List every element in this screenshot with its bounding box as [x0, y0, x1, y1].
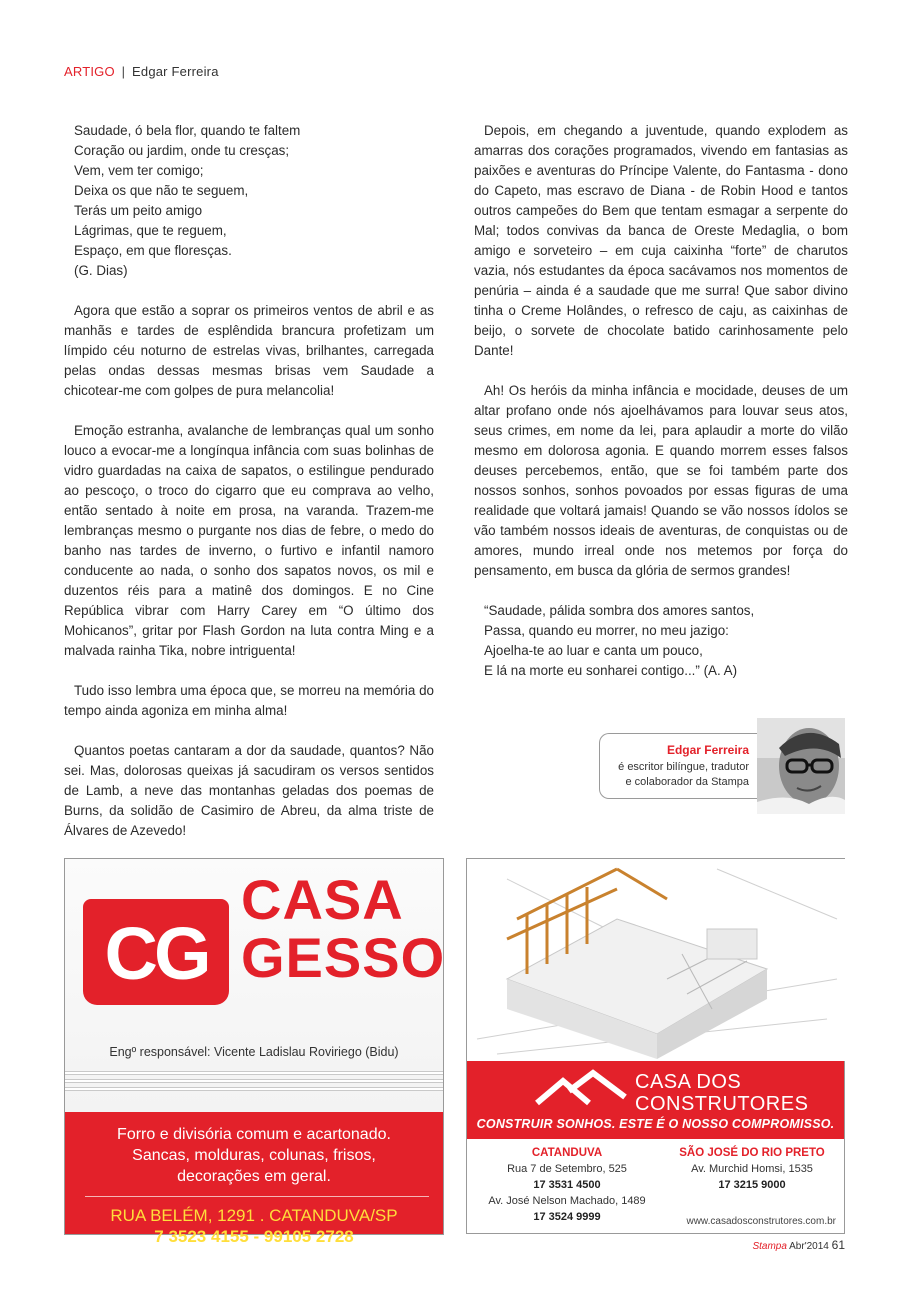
- poem-line: Terás um peito amigo: [74, 203, 203, 218]
- header-separator: |: [121, 64, 126, 79]
- author-photo: [757, 718, 845, 814]
- store-phone: 17 3215 9000: [718, 1179, 786, 1191]
- header-author: Edgar Ferreira: [132, 64, 219, 79]
- poem-line: Ajoelha-te ao luar e canta um pouco,: [484, 643, 703, 658]
- author-bio: [618, 760, 749, 790]
- store-address: Av. José Nelson Machado, 1489: [488, 1195, 646, 1207]
- molding-stripe: [65, 1079, 443, 1083]
- casa-gesso-logo-letters: CG: [104, 912, 208, 995]
- service-line: decorações em geral.: [177, 1168, 331, 1185]
- house-roof-logo-icon: [533, 1069, 629, 1109]
- casa-gesso-red-panel: [65, 1112, 443, 1246]
- poem-attribution: (G. Dias): [74, 263, 128, 278]
- molding-stripe: [65, 1087, 443, 1091]
- store-city: SÃO JOSÉ DO RIO PRETO: [679, 1147, 825, 1159]
- molding-stripe: [65, 1071, 443, 1075]
- casa-gesso-logo: [83, 899, 229, 1005]
- author-bio-line: é escritor bilíngue, tradutor: [618, 761, 749, 773]
- store-phone: 17 3524 9999: [533, 1211, 601, 1223]
- casa-gesso-title-line: GESSO: [241, 926, 446, 989]
- poem-line: Saudade, ó bela flor, quando te faltem: [74, 123, 301, 138]
- article-column-right: [474, 121, 848, 701]
- brand-line: CASA DOS: [635, 1071, 742, 1093]
- casa-gesso-title-line: CASA: [241, 868, 404, 931]
- poem-line: Coração ou jardim, onde tu cresças;: [74, 143, 290, 158]
- article-paragraph: Ah! Os heróis da minha infância e mocidade, deuses de um altar profano onde nós ajoelhávamos para louvar seus atos, seus crimes, em nome da lei, para aplaudir a morte do vilão mesmo em dolorosa agonia. E quando morrem esses falsos deuses percebemos, então, que se foi também parte dos nossos sonhos, sonhos povoados por essas figuras de uma realidade que voltará jamais! Quando se vão nossos ídolos se vão também nossos ideais de aventuras, de conquistas ou de amores, mundo irreal onde nos metemos por força do pensamento, em busca da glória de sermos grandes!: [474, 383, 848, 578]
- article-column-left: [64, 121, 434, 861]
- ad-casa-gesso: [64, 858, 446, 1246]
- poem-line: Espaço, em que floresças.: [74, 243, 232, 258]
- magazine-name: Stampa: [752, 1241, 787, 1252]
- author-name: Edgar Ferreira: [666, 743, 749, 757]
- poem-line: Passa, quando eu morrer, no meu jazigo:: [484, 623, 729, 638]
- poem-line: Lágrimas, que te reguem,: [74, 223, 227, 238]
- author-portrait-image: [757, 718, 845, 814]
- service-line: Forro e divisória comum e acartonado.: [117, 1126, 391, 1143]
- poem-line: Deixa os que não te seguem,: [74, 183, 249, 198]
- store-catanduva: [477, 1145, 657, 1225]
- house-construction-image: [467, 859, 846, 1061]
- store-phone: 17 3531 4500: [533, 1179, 601, 1191]
- service-line: Sancas, molduras, colunas, frisos,: [132, 1147, 376, 1164]
- casa-gesso-services: [65, 1124, 443, 1187]
- author-bio-line: e colaborador da Stampa: [625, 776, 749, 788]
- website-link[interactable]: www.casadosconstrutores.com.br: [686, 1216, 836, 1227]
- article-paragraph: Emoção estranha, avalanche de lembranças qual um sonho louco a evocar-me a longínqua infância com suas bolinhas de vidro guardadas na caixa de sapatos, o estilingue pendurado ao pescoço, o troco do cigarro que eu comprava ao velho, então sentado à noite em prosa, na varanda. Trazem-me lembranças mesmo o purgante nos dias de febre, o medo do banho nas tardes de inverno, o furtivo e infantil namoro conducente ao nada, o sonho dos sapatos novos, os mil e duzentos réis para a matinê dos domingos. E no Cine República vibrar com Harry Carey em “O último dos Mohicanos”, gritar por Flash Gordon na luta contra Ming e a malvada rainha Tika, nobre intriguenta!: [64, 423, 434, 658]
- page-footer: [752, 1238, 845, 1252]
- casa-gesso-address: RUA BELÉM, 1291 . CATANDUVA/SP: [110, 1206, 398, 1225]
- casa-gesso-phones: 7 3523 4155 - 99105 2728: [154, 1227, 354, 1246]
- molding-stripes: [65, 1071, 443, 1103]
- casa-dos-construtores-red-panel: [467, 1061, 844, 1139]
- casa-gesso-engineer: Engº responsável: Vicente Ladislau Roviriego (Bidu): [109, 1045, 399, 1059]
- store-sao-jose-do-rio-preto: [667, 1145, 837, 1193]
- casa-dos-construtores-brand: [635, 1071, 808, 1115]
- author-bio-box: [599, 733, 761, 799]
- page-number: 61: [831, 1238, 845, 1252]
- article-paragraph: Quantos poetas cantaram a dor da saudade, quantos? Não sei. Mas, dolorosas queixas já sacudiram os versos sentidos de Lamb, a neve das montanhas geladas dos poemas de Burns, da solidão de Casimiro de Abreu, da alma triste de Álvares de Azevedo!: [64, 743, 434, 838]
- casa-dos-construtores-slogan: CONSTRUIR SONHOS. ESTE É O NOSSO COMPROMISSO.: [476, 1117, 835, 1131]
- casa-gesso-title: [241, 868, 446, 989]
- store-city: CATANDUVA: [531, 1147, 603, 1159]
- divider: [85, 1196, 429, 1197]
- ad-casa-dos-construtores: [466, 858, 845, 1234]
- poem-line: E lá na morte eu sonharei contigo...” (A. A): [484, 663, 738, 678]
- section-label: ARTIGO: [64, 64, 115, 79]
- poem-g-dias: [64, 121, 434, 281]
- store-address: Av. Murchid Homsi, 1535: [691, 1163, 813, 1175]
- article-paragraph: Depois, em chegando a juventude, quando explodem as amarras dos corações programados, vivendo em fantasias as paixões e aventuras do Príncipe Valente, do Fantasma - dono do Capeto, mas escravo de Diana - de Robin Hood e tantos outros campeões do Bem que tentam esmagar a serpente do Mal; todos convivas da banca de Oreste Medaglia, o bom amigo e sorveteiro – em cuja caixinha “forte” de charutos vazia, nós estudantes da época sacávamos nos momentos de penúria – ainda é a saudade que me surra! Que sabor divino tinha o Creme Holândes, o refresco de caju, as caixinhas de beijo, o sorvete de chocolate batido carinhosamente pelo Dante!: [474, 123, 848, 358]
- poem-alvares-azevedo: [474, 601, 848, 681]
- article-paragraph: Tudo isso lembra uma época que, se morreu na memória do tempo ainda agoniza em minha alma!: [64, 683, 434, 718]
- brand-line: CONSTRUTORES: [635, 1093, 809, 1115]
- page-header: [64, 64, 219, 79]
- poem-line: Vem, vem ter comigo;: [74, 163, 204, 178]
- store-address: Rua 7 de Setembro, 525: [507, 1163, 627, 1175]
- issue-date: Abr'2014: [789, 1241, 829, 1252]
- poem-line: “Saudade, pálida sombra dos amores santos,: [484, 603, 755, 618]
- article-paragraph: Agora que estão a soprar os primeiros ventos de abril e as manhãs e tardes de esplêndida brancura profetizam um límpido céu noturno de estrelas vivas, brilhantes, carregada pelas ondas dessas mesmas brisas vem Saudade a chicotear-me com golpes de pura melancolia!: [64, 303, 434, 398]
